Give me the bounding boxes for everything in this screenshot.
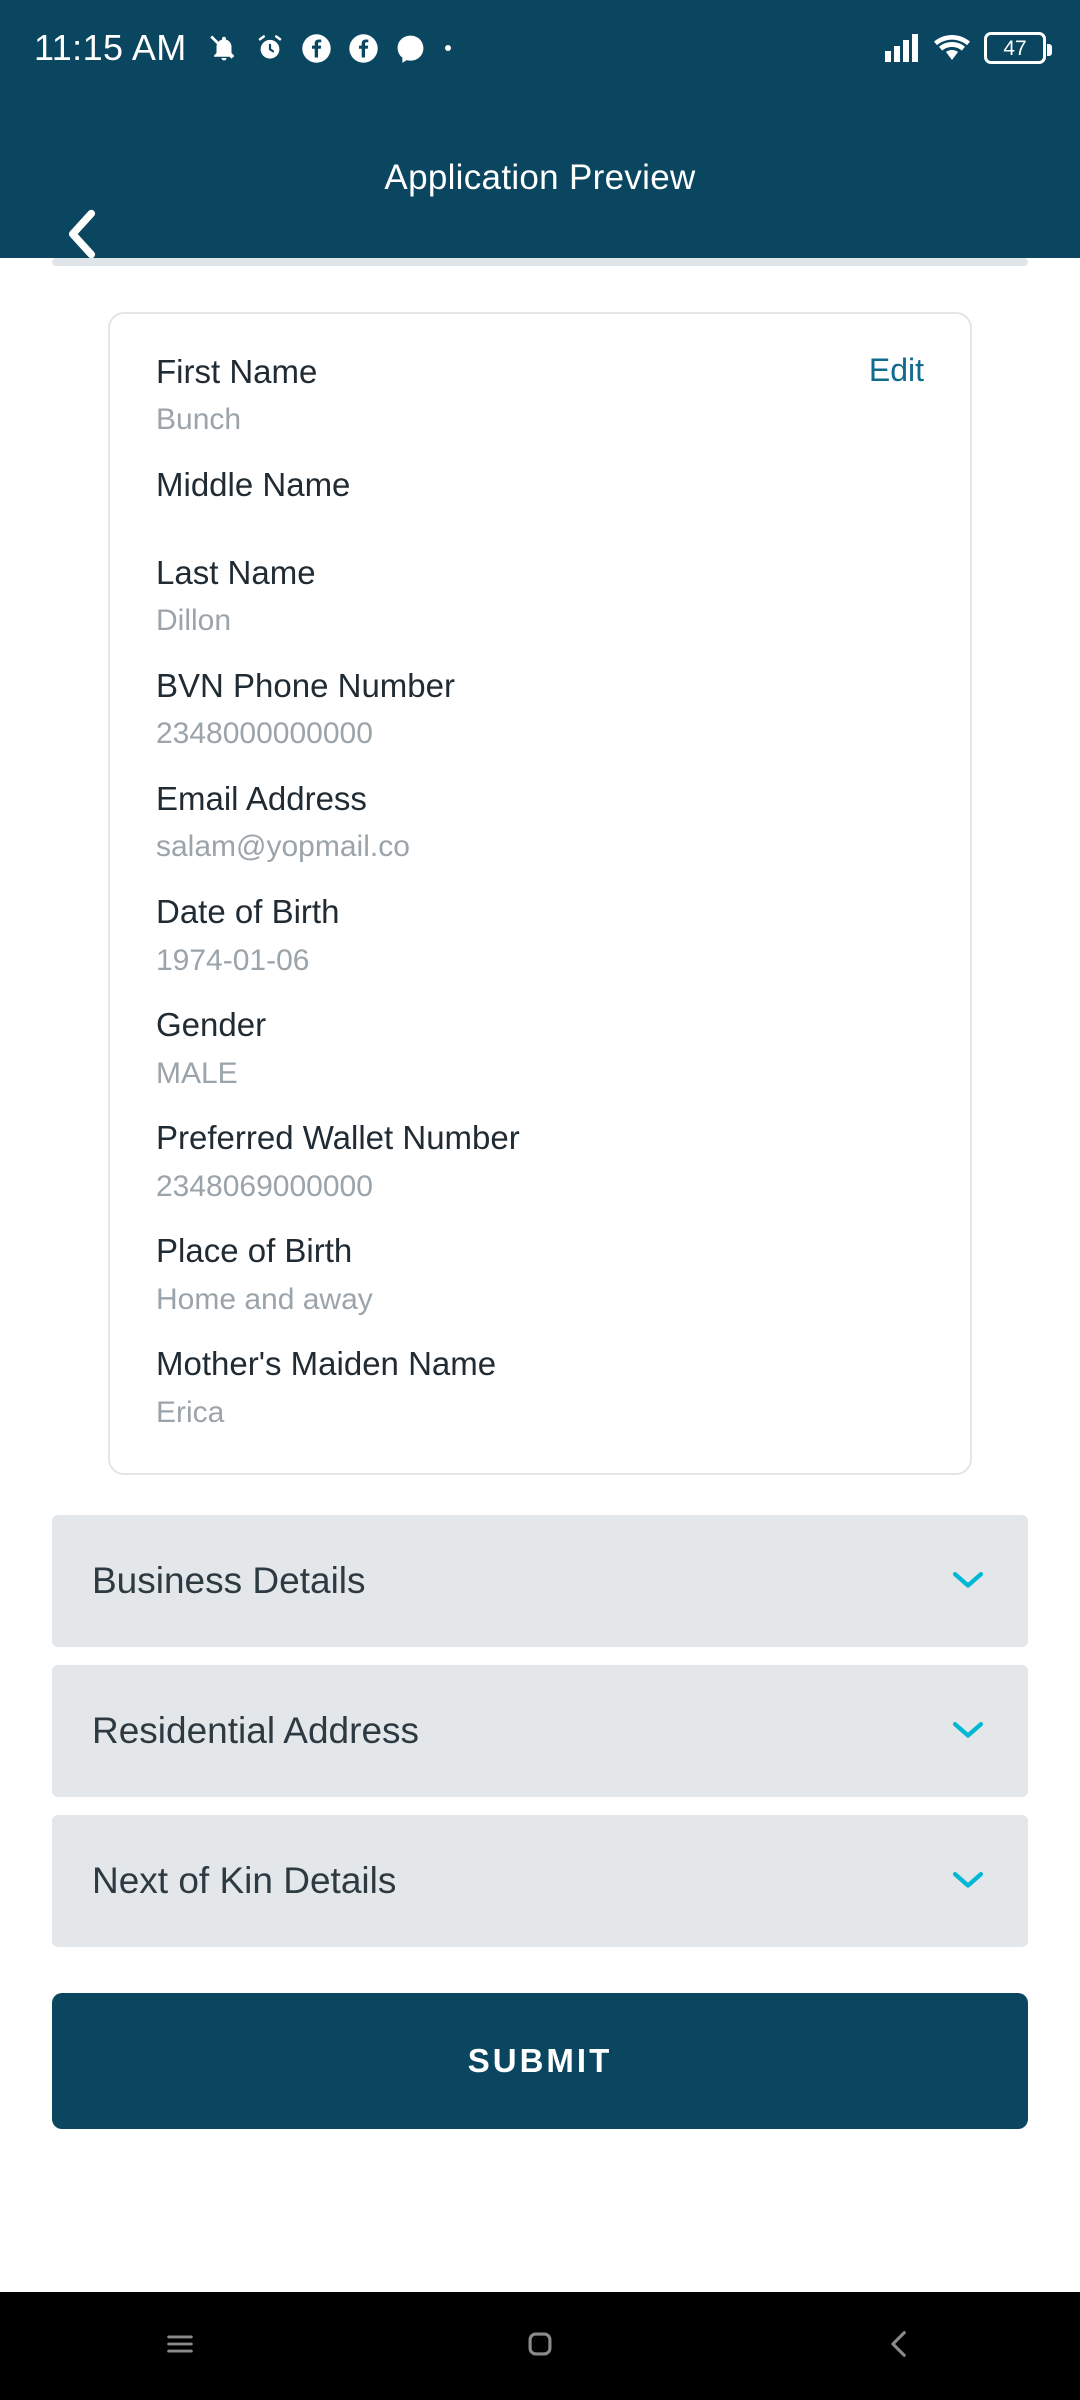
facebook-icon (348, 33, 379, 64)
field-value: Erica (156, 1395, 225, 1429)
field-label: Date of Birth (156, 893, 340, 931)
dot-icon (442, 42, 454, 54)
field-label: Middle Name (156, 466, 351, 504)
field-value: Dillon (156, 604, 232, 638)
field-email-address (156, 777, 924, 868)
messenger-icon (395, 33, 426, 64)
field-mothers-maiden-name (156, 1342, 924, 1433)
submit-button[interactable]: SUBMIT (52, 1993, 1028, 2129)
facebook-icon (301, 33, 332, 64)
recents-button[interactable] (120, 2292, 240, 2400)
field-value: Home and away (156, 1282, 373, 1316)
alarm-icon (255, 33, 285, 63)
accordion-business-details[interactable] (52, 1515, 1028, 1647)
section-divider-strip (52, 258, 1028, 266)
field-date-of-birth (156, 890, 924, 981)
field-label: BVN Phone Number (156, 667, 455, 705)
submit-container (52, 1993, 1028, 2129)
status-bar (0, 0, 1080, 96)
status-time: 11:15 AM (34, 27, 187, 68)
notifications-off-icon (209, 33, 239, 63)
field-label: Place of Birth (156, 1232, 353, 1270)
accordion-next-of-kin-details[interactable] (52, 1815, 1028, 1947)
field-value: 2348069000000 (156, 1169, 373, 1203)
wifi-icon (934, 33, 970, 63)
field-label: Mother's Maiden Name (156, 1345, 497, 1383)
battery-level: 47 (1003, 36, 1027, 60)
field-value: 1974-01-06 (156, 943, 310, 977)
accordion-residential-address[interactable] (52, 1665, 1028, 1797)
back-button-nav[interactable] (840, 2292, 960, 2400)
status-icons-right (884, 32, 1046, 64)
field-value: salam@yopmail.co (156, 830, 410, 864)
accordion-label: Next of Kin Details (92, 1860, 397, 1902)
chevron-down-icon (948, 1566, 988, 1597)
field-last-name (156, 551, 924, 642)
home-button[interactable] (480, 2292, 600, 2400)
field-label: Email Address (156, 780, 367, 818)
field-place-of-birth (156, 1229, 924, 1320)
personal-details-card (108, 312, 972, 1475)
field-label: First Name (156, 353, 318, 390)
field-value: MALE (156, 1056, 238, 1090)
app-bar (0, 96, 1080, 258)
field-preferred-wallet-number (156, 1116, 924, 1207)
back-button[interactable] (52, 206, 112, 266)
chevron-down-icon (948, 1866, 988, 1897)
page-title: Application Preview (384, 158, 696, 197)
system-navigation-bar (0, 2292, 1080, 2400)
edit-link[interactable]: Edit (868, 352, 924, 388)
home-icon (523, 2327, 557, 2366)
battery-icon (984, 32, 1046, 64)
back-icon (883, 2327, 917, 2366)
field-label: Gender (156, 1006, 267, 1044)
field-value: 2348000000000 (156, 717, 373, 751)
recents-icon (163, 2327, 197, 2366)
chevron-down-icon (948, 1716, 988, 1747)
cellular-signal-icon (884, 33, 920, 63)
status-icons-left (209, 33, 454, 64)
content-area (0, 258, 1080, 2292)
accordion-label: Business Details (92, 1560, 366, 1602)
field-middle-name (156, 463, 924, 507)
field-label: Last Name (156, 554, 316, 592)
field-value: Bunch (156, 403, 242, 437)
accordion-list (52, 1515, 1028, 1947)
accordion-label: Residential Address (92, 1710, 420, 1752)
field-bvn-phone-number (156, 664, 924, 755)
field-label: Preferred Wallet Number (156, 1119, 520, 1157)
field-first-name (156, 350, 924, 441)
field-gender (156, 1003, 924, 1094)
